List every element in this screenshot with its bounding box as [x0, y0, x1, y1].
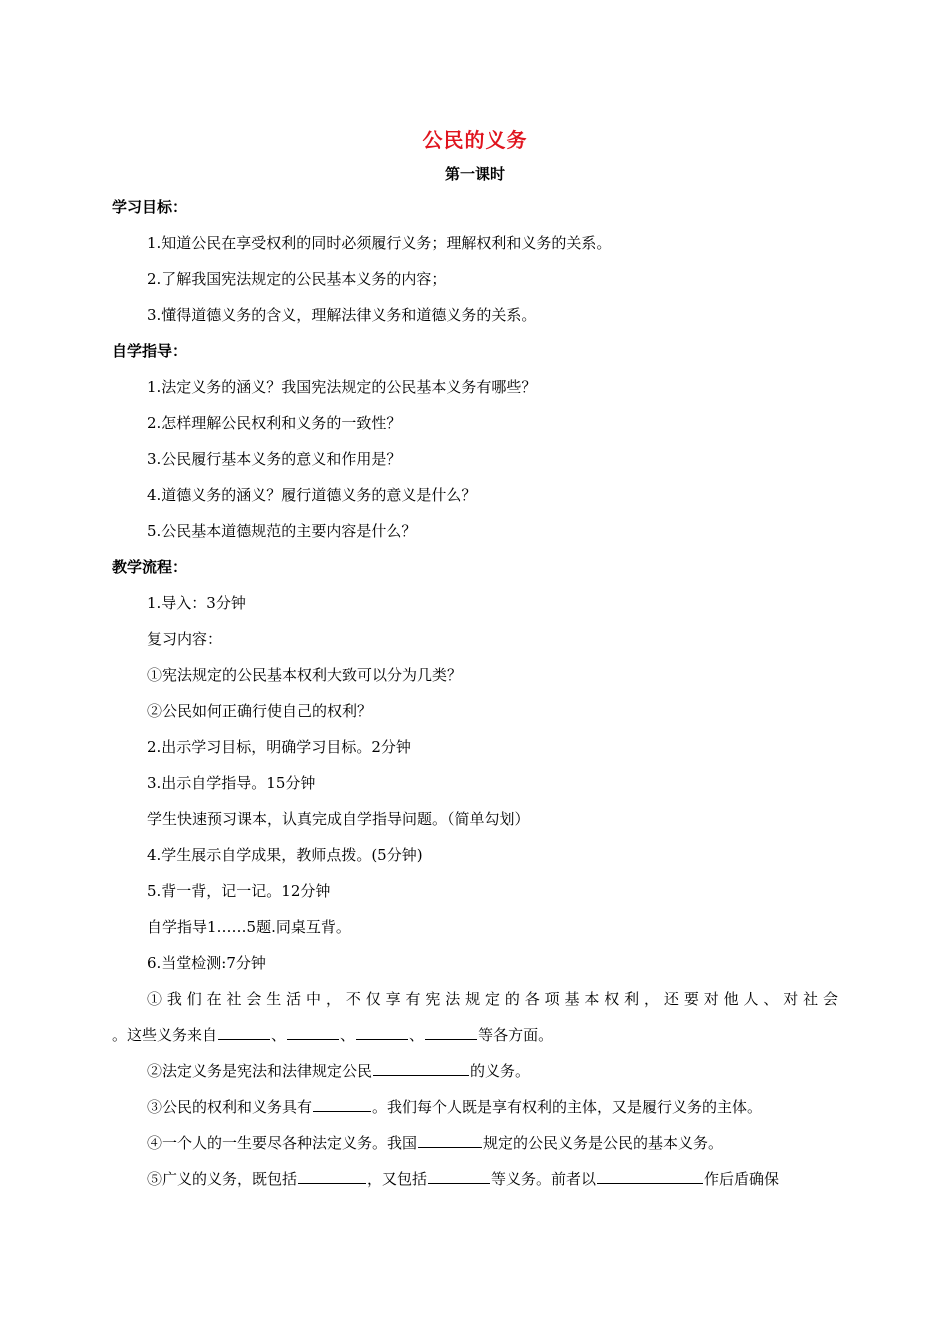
fill-in-blank[interactable]: [425, 1025, 477, 1040]
quiz-text: 等义务。前者以: [491, 1170, 597, 1188]
quiz-text: ②法定义务是宪法和法律规定公民: [147, 1062, 373, 1080]
fill-in-blank[interactable]: [287, 1025, 339, 1040]
quiz-question-5: [112, 1168, 838, 1204]
process-item: 学生快速预习课本，认真完成自学指导问题。（简单勾划）: [147, 810, 530, 828]
process-item: ①宪法规定的公民基本权利大致可以分为几类？: [147, 666, 463, 684]
quiz-text: ④一个人的一生要尽各种法定义务。我国: [147, 1134, 418, 1152]
objective-item: 1.知道公民在享受权利的同时必须履行义务；理解权利和义务的关系。: [147, 234, 612, 252]
quiz-question-2: [112, 1060, 838, 1096]
quiz-text: ③公民的权利和义务具有: [147, 1098, 313, 1116]
quiz-text: 、: [340, 1026, 356, 1044]
guide-item: 5.公民基本道德规范的主要内容是什么？: [147, 522, 417, 540]
fill-in-blank[interactable]: [313, 1097, 371, 1112]
fill-in-blank[interactable]: [356, 1025, 408, 1040]
guide-item: 2.怎样理解公民权利和义务的一致性？: [147, 414, 402, 432]
quiz-text: 。我们每个人既是享有权利的主体，又是履行义务的主体。: [372, 1098, 763, 1116]
fill-in-blank[interactable]: [218, 1025, 270, 1040]
quiz-text: 规定的公民义务是公民的基本义务。: [483, 1134, 724, 1152]
process-item: 3.出示自学指导。15分钟: [147, 774, 316, 792]
fill-in-blank[interactable]: [298, 1169, 366, 1184]
fill-in-blank[interactable]: [418, 1133, 482, 1148]
process-item: ②公民如何正确行使自己的权利？: [147, 702, 373, 720]
quiz-question-1-line-2: [112, 1024, 838, 1060]
quiz-text: 。这些义务来自: [112, 1026, 218, 1044]
quiz-question-4: [112, 1132, 838, 1168]
guide-item: 4.道德义务的涵义？履行道德义务的意义是什么？: [147, 486, 477, 504]
process-item: 6.当堂检测:7分钟: [147, 954, 266, 972]
process-item: 4.学生展示自学成果，教师点拨。(5分钟): [147, 846, 423, 864]
objective-item: 3.懂得道德义务的含义，理解法律义务和道德义务的关系。: [147, 306, 537, 324]
process-item: 2.出示学习目标，明确学习目标。2分钟: [147, 738, 411, 756]
fill-in-blank[interactable]: [428, 1169, 490, 1184]
objectives-heading: 学习目标：: [112, 198, 188, 216]
guide-item: 1.法定义务的涵义？我国宪法规定的公民基本义务有哪些？: [147, 378, 537, 396]
fill-in-blank[interactable]: [597, 1169, 703, 1184]
guide-heading: 自学指导：: [112, 342, 188, 360]
quiz-text: ，又包括: [367, 1170, 428, 1188]
process-heading: 教学流程：: [112, 558, 188, 576]
quiz-text: 的义务。: [470, 1062, 531, 1080]
quiz-text: 作后盾确保: [704, 1170, 780, 1188]
quiz-text: 、: [409, 1026, 425, 1044]
objective-item: 2.了解我国宪法规定的公民基本义务的内容；: [147, 270, 447, 288]
quiz-text: ⑤广义的义务，既包括: [147, 1170, 298, 1188]
fill-in-blank[interactable]: [373, 1061, 469, 1076]
process-item: 复习内容：: [147, 630, 223, 648]
quiz-text: 等各方面。: [478, 1026, 554, 1044]
quiz-question-1-line-1: ①我们在社会生活中，不仅享有宪法规定的各项基本权利，还要对他人、对社会: [147, 990, 838, 1008]
process-item: 自学指导1……5题.同桌互背。: [147, 918, 351, 936]
quiz-question-3: [112, 1096, 838, 1132]
document-body: [112, 196, 838, 1204]
process-item: 1.导入：3分钟: [147, 594, 246, 612]
quiz-text: 、: [271, 1026, 287, 1044]
process-item: 5.背一背，记一记。12分钟: [147, 882, 331, 900]
document-subtitle: 第一课时: [444, 165, 505, 183]
document-title: 公民的义务: [422, 128, 528, 152]
guide-item: 3.公民履行基本义务的意义和作用是？: [147, 450, 402, 468]
